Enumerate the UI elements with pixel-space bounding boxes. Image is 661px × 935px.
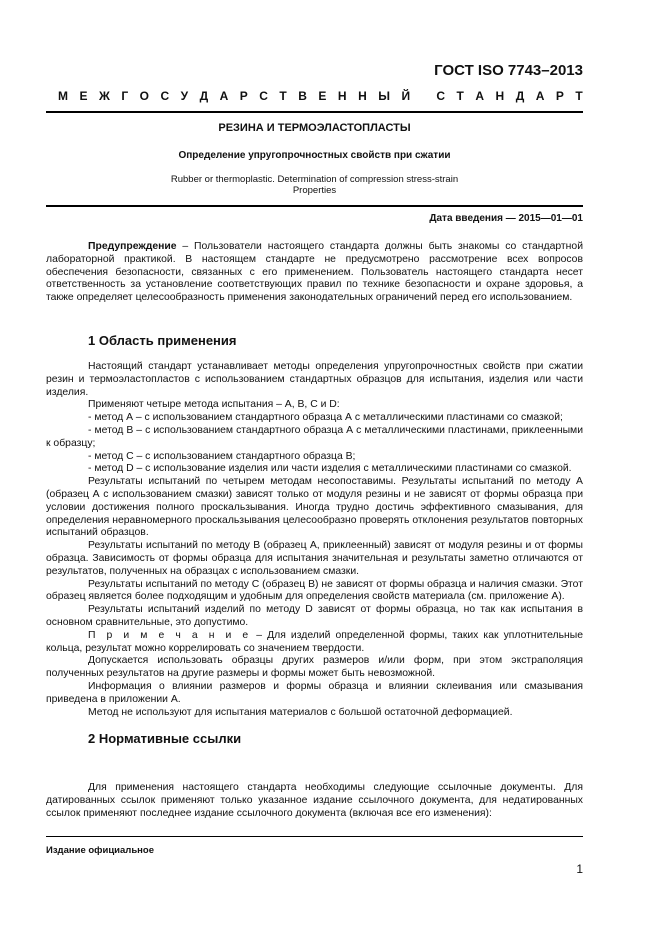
paragraph: Настоящий стандарт устанавливает методы определения упругопрочностных свойств при сжатии резин и термоэластопластов с использованием стандартных образцов для испытания, изделия или части изделия. (46, 361, 583, 398)
banner-letter: А (219, 89, 229, 103)
banner-letter: Й (401, 89, 411, 103)
banner-letter: Н (337, 89, 347, 103)
banner-letter: Е (318, 89, 327, 103)
banner-letter: Т (575, 89, 583, 103)
paragraph: - метод В – с использованием стандартного образца А с металлическими пластинами, приклеенными к образцу; (46, 424, 583, 449)
paragraph: - метод D – с использование изделия или части изделия с металлическими пластинами со смазкой. (88, 463, 572, 475)
paragraph: Информация о влиянии размеров и формы образца и влиянии склеивания или смазывания приведена в приложении А. (46, 680, 583, 705)
paragraph: Допускается использовать образцы других размеров и/или форм, при этом экстраполяция полученных результатов на другие размеры и формы может быть невозможной. (46, 655, 583, 680)
banner-letter: У (180, 89, 189, 103)
warning-label: Предупреждение (88, 241, 177, 252)
title-rule (46, 205, 583, 207)
section-2-heading: 2 Нормативные ссылки (88, 731, 242, 746)
introduction-date: Дата введения — 2015—01—01 (429, 213, 583, 224)
edition-label: Издание официальное (46, 845, 154, 856)
banner-letter: А (475, 89, 485, 103)
banner-letter: Т (456, 89, 464, 103)
footer-rule (46, 836, 583, 837)
banner-letter: С (259, 89, 268, 103)
banner-letter: Р (239, 89, 248, 103)
banner-letter (422, 89, 425, 103)
note-paragraph (46, 630, 583, 656)
warning-paragraph (46, 241, 583, 305)
paragraph: Применяют четыре метода испытания – А, В, С и D: (88, 399, 340, 411)
banner-letter: Д (199, 89, 209, 103)
section-2-body (46, 782, 583, 820)
paragraph: - метод С – с использованием стандартного образца В; (88, 450, 356, 462)
english-title-line1: Rubber or thermoplastic. Determination of compression stress-strain (170, 174, 459, 185)
paragraph: Результаты испытаний по четырем методам несопоставимы. Результаты испытаний по методу А (образец А с использованием смазки) зависят только от модуля резины и не зависят от формы образца при условии достижения полного проскальзывания. Иногда трудно достичь эффективного смазывания, для определения неравномерного проскальзывания целесообразно проверять отклонения результатов повторных испытаний образцов. (46, 476, 583, 539)
interstate-standard-banner (58, 89, 583, 103)
banner-letter: А (535, 89, 545, 103)
english-title-line2: Properties (292, 185, 337, 196)
banner-letter: Р (555, 89, 564, 103)
banner-letter: В (298, 89, 307, 103)
document-title: РЕЗИНА И ТЕРМОЭЛАСТОПЛАСТЫ (218, 122, 411, 134)
banner-letter: Т (279, 89, 287, 103)
paragraph: Для применения настоящего стандарта необходимы следующие ссылочные документы. Для датированных ссылок применяют только указанное издание ссылочного документа, для недатированных ссылок применяют последнее издание ссылочного документа (включая все его изменения): (46, 782, 583, 819)
paragraph: Метод не используют для испытания материалов с большой остаточной деформацией. (88, 706, 513, 718)
banner-letter: М (58, 89, 68, 103)
paragraph: Результаты испытаний изделий по методу D зависят от формы образца, но так как испытания в основном сравнительные, это допустимо. (46, 604, 583, 628)
banner-letter: Д (515, 89, 525, 103)
note-label: П р и м е ч а н и е (88, 629, 252, 641)
banner-letter: О (139, 89, 149, 103)
banner-letter: Н (358, 89, 367, 103)
banner-letter: Г (121, 89, 129, 103)
page-number: 1 (576, 862, 583, 876)
paragraph: Результаты испытаний по методу В (образец А, приклеенный) зависят от модуля резины и от формы образца. Зависимость от формы образца для испытания значительная и результаты заметно отличаются от результатов, полученных на образцах с использованием смазки. (46, 540, 583, 577)
english-title (46, 174, 583, 196)
banner-letter: С (160, 89, 170, 103)
standard-number: ГОСТ ISO 7743–2013 (434, 62, 583, 79)
section-1-body (46, 361, 583, 719)
banner-letter: Е (79, 89, 88, 103)
banner-letter: Ж (98, 89, 110, 103)
note-text: – Для изделий определенной формы, таких как уплотнительные кольца, результат можно коррелировать со значением твердости. (46, 629, 584, 654)
banner-letter: С (436, 89, 446, 103)
warning-text: – Пользователи настоящего стандарта должны быть знакомы со стандартной лабораторной практикой. В настоящем стандарте не предусмотрено рассмотрение всех вопросов обеспечения безопасности, связанных с его применением. Пользователь настоящего стандарта несет ответственность за установление соответствующих правил по технике безопасности и охране здоровья, а также определяет целесообразность применения законодательных ограничений перед его использованием. (46, 241, 583, 304)
paragraph: - метод А – с использованием стандартного образца А с металлическими пластинами со смазкой; (88, 412, 563, 424)
section-1-heading: 1 Область применения (88, 333, 237, 348)
banner-letter: Н (495, 89, 505, 103)
header-rule (46, 111, 583, 113)
paragraph: Результаты испытаний по методу С (образец В) не зависят от формы образца и наличия смазки. Этот образец является более подходящим и удобным для определения свойств материала (см. приложение А). (46, 578, 583, 603)
banner-letter: Ы (378, 89, 390, 103)
document-subtitle: Определение упругопрочностных свойств при сжатии (178, 150, 451, 161)
